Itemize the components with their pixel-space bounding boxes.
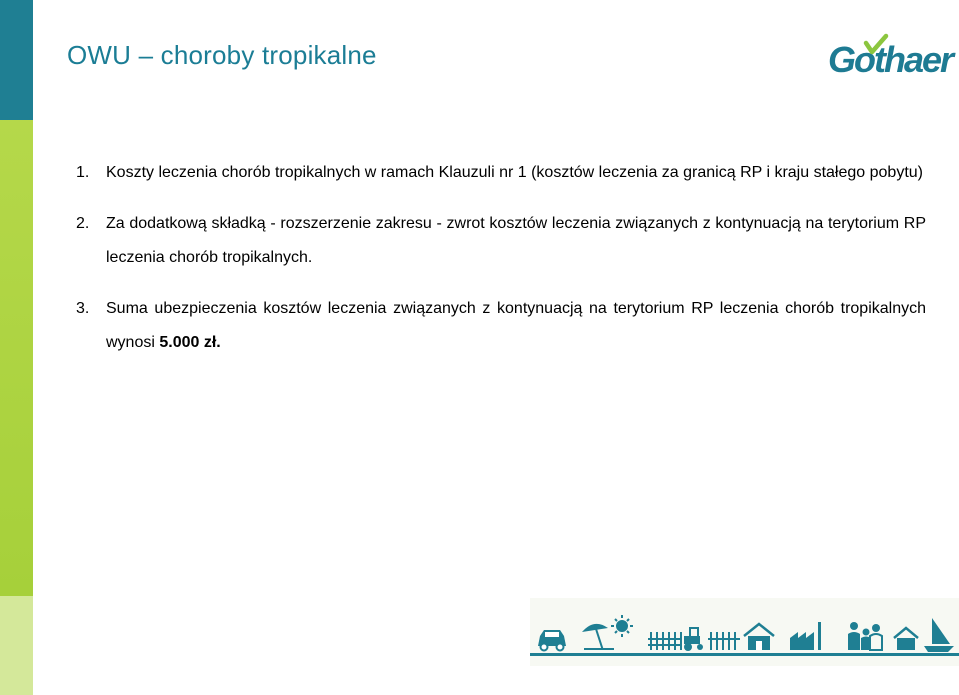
list-item	[70, 156, 926, 190]
item-text: Suma ubezpieczenia kosztów leczenia związanych z kontynuacją na terytorium RP leczenia chorób tropikalnych wynosi	[106, 300, 926, 351]
house-icon	[744, 624, 774, 650]
item-text: Koszty leczenia chorób tropikalnych w ramach Klauzuli nr 1 (kosztów leczenia za granicą RP i kraju stałego pobytu)	[106, 164, 923, 181]
insurance-amount: 5.000 zł.	[159, 334, 221, 351]
list-item	[70, 207, 926, 275]
sun-icon	[611, 615, 633, 637]
family-icon	[848, 622, 882, 650]
house-icon-2	[894, 628, 918, 650]
item-number: 3.	[76, 300, 90, 317]
footer-line	[530, 653, 959, 656]
content-list	[70, 156, 926, 360]
item-number: 2.	[76, 215, 90, 232]
list-item	[70, 292, 926, 360]
sidebar-top-block	[0, 0, 33, 120]
sailboat-icon	[924, 618, 954, 652]
slide-title: OWU – choroby tropikalne	[67, 40, 377, 70]
sidebar-bottom-block	[0, 596, 33, 695]
item-text-wrapper	[106, 292, 926, 360]
tractor-icon	[684, 628, 703, 651]
footer-icon-strip	[530, 612, 959, 658]
car-icon	[538, 630, 566, 651]
gothaer-logo	[826, 32, 959, 84]
fence-icon-2	[708, 632, 740, 650]
item-number: 1.	[76, 164, 90, 181]
factory-icon	[790, 622, 821, 650]
item-text: Za dodatkową składką - rozszerzenie zakresu - zwrot kosztów leczenia związanych z kontynuacją na terytorium RP leczenia chorób tropikalnych.	[106, 215, 926, 266]
beach-umbrella-icon	[582, 624, 614, 650]
sidebar-stripe	[0, 0, 33, 695]
fence-icon	[648, 632, 682, 650]
logo-wordmark: Gothaer	[828, 39, 953, 80]
sidebar-middle-block	[0, 120, 33, 596]
